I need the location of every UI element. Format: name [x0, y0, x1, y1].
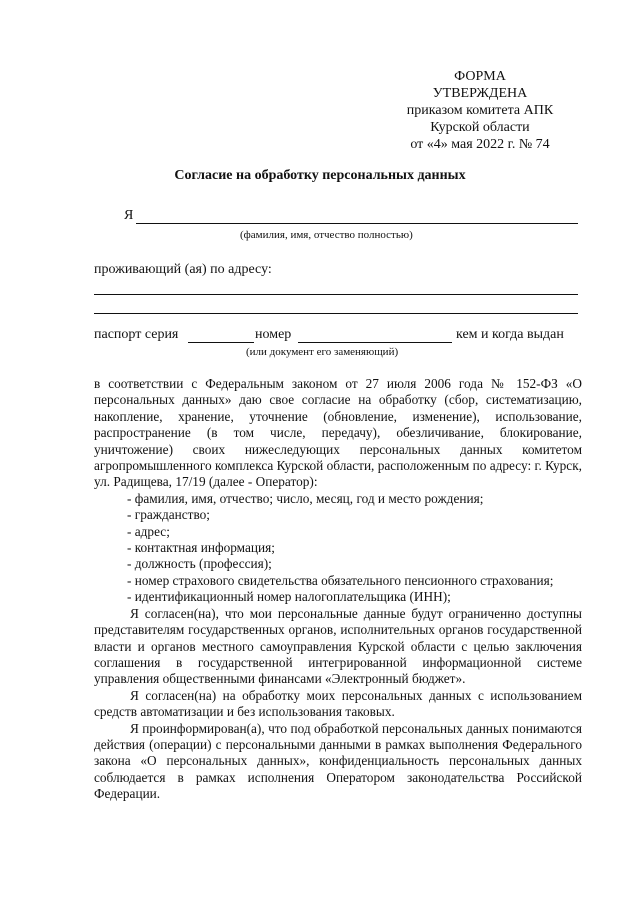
list-item: - идентификационный номер налогоплательщика (ИНН);	[127, 589, 451, 605]
document-title: Согласие на обработку персональных данных	[174, 168, 466, 183]
consent-paragraph-1: Я согласен(на), что мои персональные данные будут ограниченно доступны представителям государственных органов, исполнительных органов государственной власти и органов местного самоуправления Курской области с целью заключения соглашения в государственной интегрированной информационной системе управления общественными финансами «Электронный бюджет».	[94, 605, 582, 687]
passport-number-field[interactable]	[298, 342, 452, 343]
stamp-region: Курской области	[430, 120, 530, 135]
list-item: - должность (профессия);	[127, 556, 272, 572]
passport-series-label: паспорт серия	[94, 327, 179, 342]
passport-series-field[interactable]	[188, 342, 254, 343]
list-item: - гражданство;	[127, 507, 210, 523]
list-item: - адрес;	[127, 523, 170, 539]
address-label: проживающий (ая) по адресу:	[94, 262, 272, 277]
list-item: - номер страхового свидетельства обязательного пенсионного страхования;	[127, 572, 554, 588]
address-field-line-1[interactable]	[94, 294, 578, 295]
passport-caption: (или документ его заменяющий)	[246, 346, 399, 358]
list-item: - фамилия, имя, отчество; число, месяц, год и место рождения;	[127, 490, 484, 506]
issued-by-label: кем и когда выдан	[456, 327, 564, 342]
approval-stamp	[390, 68, 570, 153]
consent-body	[94, 376, 582, 803]
full-name-caption: (фамилия, имя, отчество полностью)	[240, 229, 413, 241]
stamp-date: от «4» мая 2022 г. № 74	[410, 137, 550, 152]
i-label: Я	[124, 208, 134, 223]
intro-paragraph: в соответствии с Федеральным законом от 27 июля 2006 года № 152-ФЗ «О персональных данных» даю свое согласие на обработку (сбор, систематизацию, накопление, хранение, уточнение (обновление, изменение), использование, распространение (в том числе, передачу), обезличивание, блокирование, уничтожение) своих нижеследующих персональных данных комитетом агропромышленного комплекса Курской области, расположенным по адресу: г. Курск, ул. Радищева, 17/19 (далее - Оператор):	[94, 376, 582, 490]
stamp-approved: УТВЕРЖДЕНА	[432, 86, 528, 101]
consent-paragraph-2: Я согласен(на) на обработку моих персональных данных с использованием средств автоматизации и без использования таковых.	[94, 687, 582, 720]
address-field-line-2[interactable]	[94, 313, 578, 314]
stamp-by-order: приказом комитета АПК	[406, 103, 554, 118]
informed-paragraph: Я проинформирован(а), что под обработкой персональных данных понимаются действия (операции) с персональными данными в рамках выполнения Федерального закона «О персональных данных», конфиденциальность персональных данных соблюдается в рамках исполнения Оператором законодательства Российской Федерации.	[94, 720, 582, 802]
full-name-field[interactable]	[136, 223, 578, 224]
list-item: - контактная информация;	[127, 540, 275, 556]
passport-number-label: номер	[255, 327, 292, 342]
stamp-form: ФОРМА	[454, 69, 506, 84]
